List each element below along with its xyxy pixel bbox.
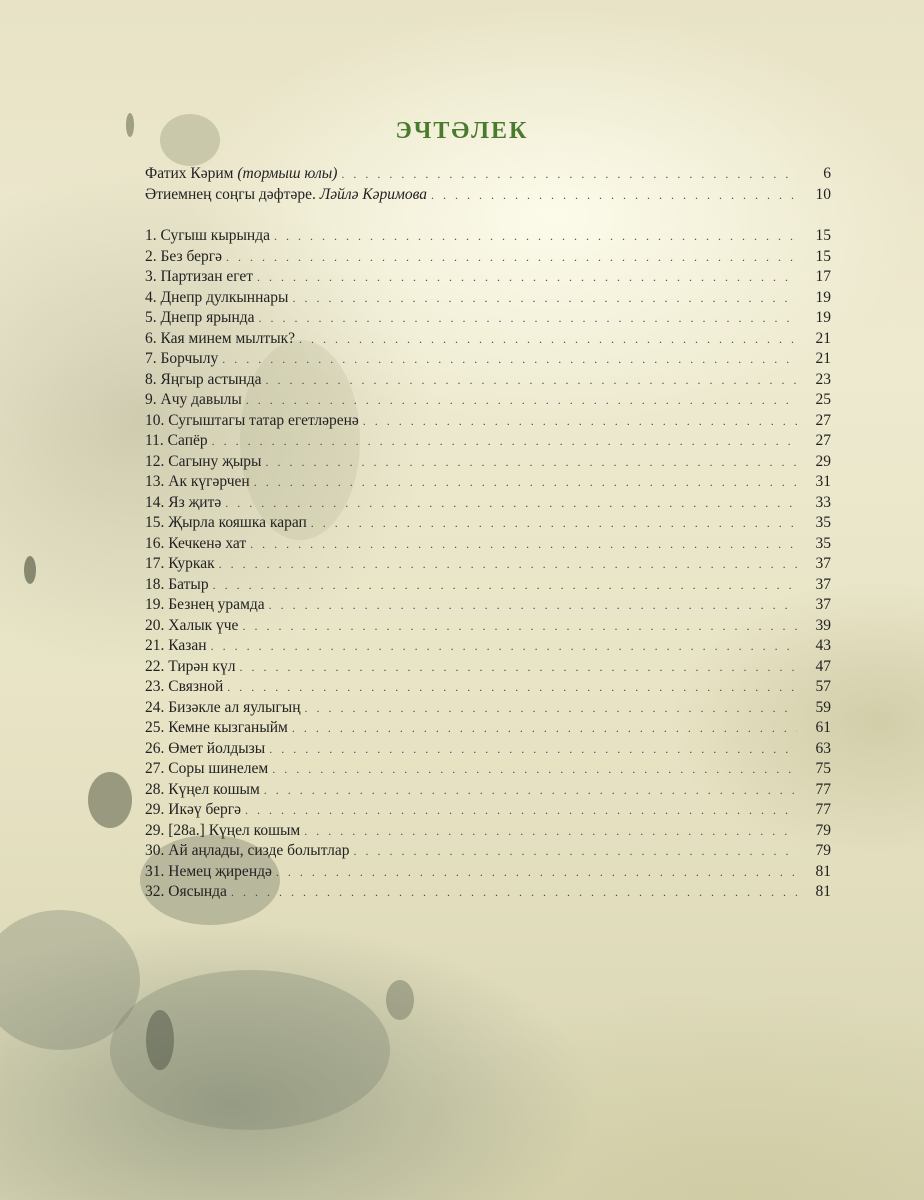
dot-leader: [259, 308, 797, 329]
dot-leader: [266, 370, 797, 391]
page-number: 33: [815, 493, 831, 511]
page-number: 21: [815, 329, 831, 347]
toc-row[interactable]: [145, 267, 831, 288]
page-number: 79: [815, 842, 831, 859]
toc-row[interactable]: [145, 636, 831, 657]
toc-label: Әтиемнең соңгы дәфтәре. Ләйлә Кәримова: [145, 185, 428, 203]
toc-row[interactable]: [145, 534, 831, 555]
toc-row[interactable]: [145, 780, 831, 801]
dot-leader: [431, 185, 797, 206]
page-number: 39: [815, 616, 831, 634]
dot-leader: [265, 452, 797, 473]
dot-leader: [269, 595, 797, 616]
toc-label: 24. Бизәкле ал яулыгың: [145, 698, 301, 716]
page-number: 43: [815, 637, 831, 654]
dot-leader: [299, 329, 797, 350]
dot-leader: [231, 882, 797, 903]
toc-row[interactable]: [145, 841, 831, 862]
toc-row[interactable]: [145, 411, 831, 432]
toc-row[interactable]: [145, 431, 831, 452]
page-number: 15: [815, 227, 831, 244]
page-number: 6: [823, 165, 831, 182]
page-number: 37: [815, 596, 831, 613]
toc-label: 14. Яз җитә: [145, 493, 222, 511]
page-number: 47: [815, 657, 831, 675]
dot-leader: [341, 164, 797, 185]
dot-leader: [222, 349, 797, 370]
dot-leader: [225, 493, 797, 514]
page-number: 25: [815, 391, 831, 408]
toc-label: 11. Сапёр: [145, 432, 208, 449]
toc-row[interactable]: [145, 595, 831, 616]
toc-label-italic: (тормыш юлы): [237, 165, 338, 182]
page-number: 75: [815, 760, 831, 777]
toc-row[interactable]: [145, 575, 831, 596]
toc-label: 28. Күңел кошым: [145, 780, 260, 798]
dot-leader: [264, 780, 797, 801]
page-number: 19: [815, 288, 831, 306]
toc-row[interactable]: [145, 821, 831, 842]
toc-label: 12. Сагыну җыры: [145, 452, 262, 470]
page-number: 79: [815, 821, 831, 839]
page-title: ЭЧТӘЛЕК: [395, 118, 529, 144]
toc-row[interactable]: [145, 329, 831, 350]
toc-label: 7. Борчылу: [145, 350, 219, 367]
toc-label: 18. Батыр: [145, 575, 209, 593]
page-number: 21: [815, 350, 831, 367]
toc-label: 4. Днепр дулкыннары: [145, 288, 289, 306]
page-number: 37: [815, 575, 831, 593]
dot-leader: [245, 800, 797, 821]
page-number: 35: [815, 514, 831, 531]
toc-label: 6. Кая минем мылтык?: [145, 329, 296, 347]
dot-leader: [212, 431, 797, 452]
toc-label: 27. Соры шинелем: [145, 760, 269, 777]
page-number: 81: [815, 862, 831, 880]
dot-leader: [292, 718, 797, 739]
dot-leader: [363, 411, 797, 432]
toc-label: 30. Ай аңлады, сизде болытлар: [145, 842, 350, 859]
dot-leader: [226, 247, 797, 268]
toc-label: 19. Безнең урамда: [145, 596, 265, 613]
page-number: 23: [815, 370, 831, 388]
toc-row[interactable]: [145, 739, 831, 760]
toc-row[interactable]: [145, 513, 831, 534]
page-number: 59: [815, 698, 831, 716]
toc-label: 16. Кечкенә хат: [145, 534, 247, 552]
toc-label: 3. Партизан егет: [145, 268, 254, 285]
page-number: 77: [815, 801, 831, 818]
toc-label: 31. Немец җирендә: [145, 862, 272, 880]
toc-row[interactable]: [145, 390, 831, 411]
toc-row[interactable]: [145, 185, 831, 206]
toc-label: 13. Ак күгәрчен: [145, 473, 250, 490]
toc-label: 22. Тирән күл: [145, 657, 236, 675]
dot-leader: [246, 390, 797, 411]
toc-row[interactable]: [145, 452, 831, 473]
toc-label: 15. Җырла кояшка карап: [145, 514, 307, 531]
page-number: 31: [815, 473, 831, 490]
toc-label: 9. Ачу давылы: [145, 391, 242, 408]
dot-leader: [211, 636, 797, 657]
dot-leader: [353, 841, 797, 862]
toc-entries: [145, 226, 831, 903]
dot-leader: [311, 513, 797, 534]
toc-label: 26. Өмет йолдызы: [145, 739, 266, 757]
toc-row[interactable]: [145, 718, 831, 739]
toc-row[interactable]: [145, 657, 831, 678]
toc-row[interactable]: [145, 472, 831, 493]
page-number: 63: [815, 739, 831, 757]
toc-label: 17. Куркак: [145, 555, 215, 572]
page-number: 35: [815, 534, 831, 552]
page-number: 19: [815, 309, 831, 326]
page-number: 77: [815, 780, 831, 798]
dot-leader: [269, 739, 797, 760]
toc-label: Фатих Кәрим (тормыш юлы): [145, 165, 338, 182]
page-number: 10: [815, 185, 831, 203]
dot-leader: [227, 677, 797, 698]
dot-leader: [305, 698, 797, 719]
toc-row[interactable]: [145, 862, 831, 883]
toc-row[interactable]: [145, 370, 831, 391]
toc-row[interactable]: [145, 759, 831, 780]
page-number: 27: [815, 432, 831, 449]
toc-row[interactable]: [145, 493, 831, 514]
toc-row[interactable]: [145, 616, 831, 637]
toc-row[interactable]: [145, 226, 831, 247]
toc-label-italic: Ләйлә Кәримова: [319, 185, 428, 203]
page-number: 81: [815, 883, 831, 900]
toc-label: 29. [28а.] Күңел кошым: [145, 821, 301, 839]
toc-row[interactable]: [145, 164, 831, 185]
toc-label: 23. Связной: [145, 678, 224, 695]
toc-row[interactable]: [145, 554, 831, 575]
dot-leader: [292, 288, 797, 309]
page-number: 17: [815, 268, 831, 285]
toc-row[interactable]: [145, 677, 831, 698]
dot-leader: [250, 534, 797, 555]
toc-label: 25. Кемне кызганыйм: [145, 719, 288, 736]
dot-leader: [257, 267, 797, 288]
toc-label: 8. Яңгыр астында: [145, 370, 262, 388]
toc-row[interactable]: [145, 349, 831, 370]
dot-leader: [272, 759, 797, 780]
toc-label: 2. Без бергә: [145, 247, 223, 265]
dot-leader: [276, 862, 797, 883]
toc-label: 20. Халык үче: [145, 616, 239, 634]
page-number: 37: [815, 555, 831, 572]
toc-label: 29. Икәү бергә: [145, 801, 242, 818]
toc-intro: [145, 164, 831, 205]
toc-label: 1. Сугыш кырында: [145, 227, 270, 244]
page-number: 27: [815, 411, 831, 429]
dot-leader: [274, 226, 797, 247]
toc-row[interactable]: [145, 288, 831, 309]
toc-label: 32. Оясында: [145, 883, 227, 900]
dot-leader: [242, 616, 797, 637]
toc-label: 21. Казан: [145, 637, 207, 654]
dot-leader: [254, 472, 797, 493]
toc-row[interactable]: [145, 882, 831, 903]
toc-row[interactable]: [145, 308, 831, 329]
dot-leader: [219, 554, 797, 575]
page-number: 61: [815, 719, 831, 736]
dot-leader: [213, 575, 797, 596]
toc-label: 10. Сугыштагы татар егетләренә: [145, 411, 359, 429]
page-number: 15: [815, 247, 831, 265]
toc-row[interactable]: [145, 800, 831, 821]
dot-leader: [239, 657, 797, 678]
toc-row[interactable]: [145, 247, 831, 268]
toc-row[interactable]: [145, 698, 831, 719]
page-number: 29: [815, 452, 831, 470]
dot-leader: [304, 821, 797, 842]
toc-label: 5. Днепр ярында: [145, 309, 255, 326]
page-number: 57: [815, 678, 831, 695]
